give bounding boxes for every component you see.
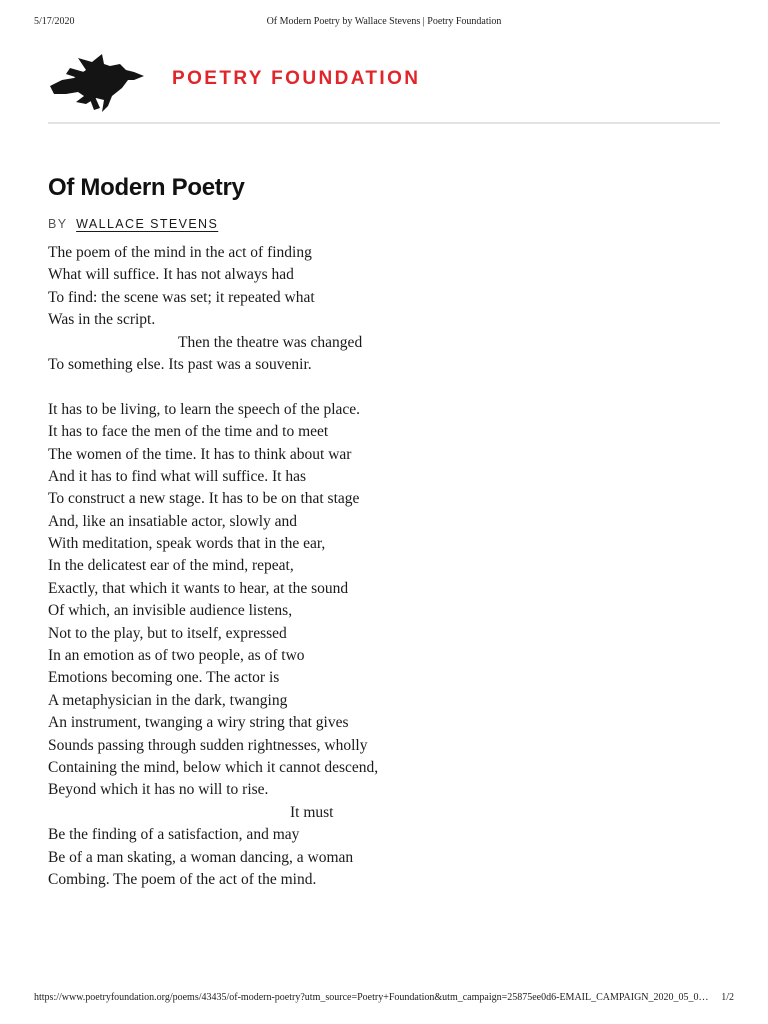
poem-line: In an emotion as of two people, as of two	[48, 647, 305, 665]
print-footer	[34, 992, 734, 1006]
stanza-break	[48, 376, 728, 398]
print-date: 5/17/2020	[34, 16, 75, 27]
poem-line: And it has to find what will suffice. It has	[48, 467, 307, 485]
by-label: BY	[48, 217, 68, 231]
header-divider	[48, 122, 720, 124]
poem-title: Of Modern Poetry	[48, 174, 245, 201]
poem-line: It has to face the men of the time and to meet	[48, 423, 329, 441]
poem-line: The poem of the mind in the act of finding	[48, 244, 312, 261]
poem-line: What will suffice. It has not always had	[48, 266, 294, 284]
poem-line: It must	[290, 803, 334, 821]
author-link[interactable]: WALLACE STEVENS	[76, 217, 219, 231]
brand-wordmark[interactable]: POETRY FOUNDATION	[172, 68, 421, 89]
poem-line: A metaphysician in the dark, twanging	[48, 691, 288, 709]
site-header	[48, 44, 720, 114]
bird-logo-icon[interactable]	[48, 50, 146, 112]
poem-line: Then the theatre was changed	[178, 333, 363, 351]
poem-line: And, like an insatiable actor, slowly and	[48, 512, 298, 530]
poem-line: Sounds passing through sudden rightnesses, wholly	[48, 736, 368, 754]
poem-line: The women of the time. It has to think about war	[48, 445, 352, 463]
poem-line: To construct a new stage. It has to be on that stage	[48, 490, 360, 508]
poem-line: Combing. The poem of the act of the mind.	[48, 870, 317, 888]
poem-line: It has to be living, to learn the speech of the place.	[48, 400, 361, 418]
print-header	[34, 16, 734, 32]
poem-line: With meditation, speak words that in the ear,	[48, 535, 326, 553]
poem-line: To find: the scene was set; it repeated what	[48, 288, 315, 306]
byline	[48, 217, 218, 231]
poem-line: Exactly, that which it wants to hear, at the sound	[48, 579, 349, 597]
poem-line: An instrument, twanging a wiry string that gives	[48, 714, 349, 732]
poem-line: In the delicatest ear of the mind, repeat,	[48, 557, 294, 575]
poem-body	[48, 242, 728, 891]
page-number: 1/2	[721, 992, 734, 1003]
poem-line: To something else. Its past was a souvenir.	[48, 355, 312, 373]
poem-line: Emotions becoming one. The actor is	[48, 669, 280, 687]
poem-line: Beyond which it has no will to rise.	[48, 781, 269, 799]
poem-line: Of which, an invisible audience listens,	[48, 602, 293, 620]
poem-line: Containing the mind, below which it cannot descend,	[48, 758, 379, 776]
print-page-title: Of Modern Poetry by Wallace Stevens | Poetry Foundation	[266, 16, 502, 27]
poem-line: Be the finding of a satisfaction, and may	[48, 826, 300, 844]
print-url: https://www.poetryfoundation.org/poems/43435/of-modern-poetry?utm_source=Poetry+Foundation&utm_campaign=25875ee0d6-EMAIL_CAMPAIGN_2020_05_0…	[34, 992, 709, 1003]
poem-line: Was in the script.	[48, 311, 156, 329]
poem-line: Not to the play, but to itself, expressed	[48, 624, 287, 642]
poem-line: Be of a man skating, a woman dancing, a woman	[48, 848, 354, 866]
